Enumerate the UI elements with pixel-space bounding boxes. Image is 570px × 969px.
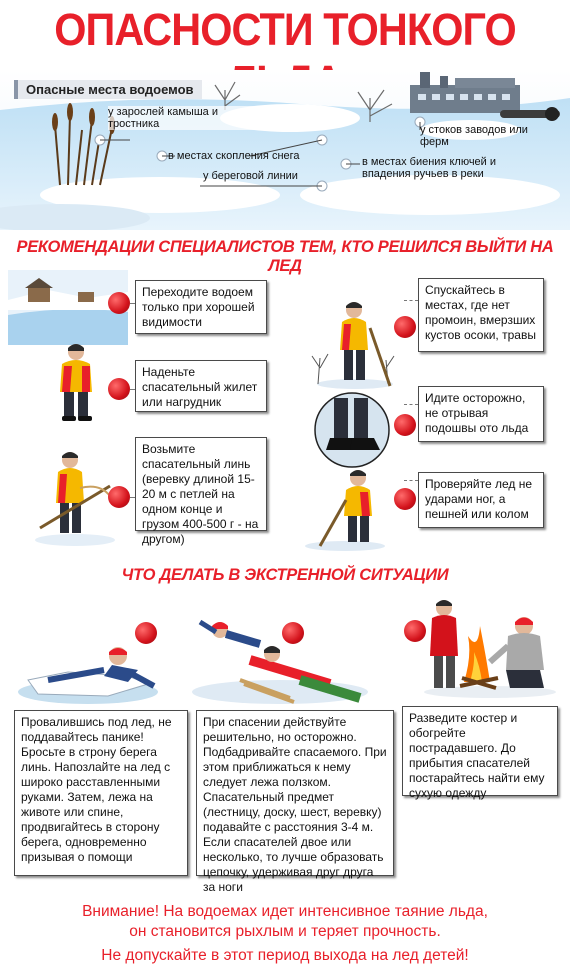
campfire-illustration (420, 596, 560, 700)
connector (404, 404, 418, 405)
emergency-marker (135, 622, 157, 644)
emergency-marker (404, 620, 426, 642)
person-rope-illustration (30, 448, 120, 548)
warning-line-3: Не допускайте в этот период выхода на лед детей! (101, 947, 469, 964)
recommendations-heading: РЕКОМЕНДАЦИИ СПЕЦИАЛИСТОВ ТЕМ, КТО РЕШИЛСЯ ВЫЙТИ НА ЛЕД (16, 238, 554, 275)
recommendation-box: Проверяйте лед не ударами ног, а пешней или колом (418, 472, 544, 528)
emergency-step-box: Провалившись под лед, не поддавайтесь панике! Бросьте в строну берега линь. Напозлайте на лед с широко расставленными руками. Затем, лежа на животе или спине, продвигайтесь в сторону берега, одновременно призывая о помощи (14, 710, 188, 876)
place-factory-runoff: у стоков заводов или ферм (420, 124, 528, 148)
emergency-marker (282, 622, 304, 644)
page-title: ОПАСНОСТИ ТОНКОГО (54, 4, 516, 55)
recommendation-marker (108, 486, 130, 508)
person-vest-illustration (50, 342, 106, 422)
hero-label: Опасные места водоемов (14, 80, 202, 99)
connector (404, 300, 418, 301)
recommendation-marker (108, 378, 130, 400)
recommendation-marker (108, 292, 130, 314)
recommendation-box: Идите осторожно, не отрывая подошвы ото льда (418, 386, 544, 442)
place-snow: в местах скопления снега (168, 150, 300, 162)
connector (404, 480, 418, 481)
emergency-step-box: При спасении действуйте решительно, но осторожно. Подбадривайте спасаемого. При этом приближаться к нему следует лежа ползком. Спасательный предмет (лестницу, доску, шест, веревку) подавайте с расстояния 3-4 м. Если спасателей двое или несколько, то лучше образовать цепочку, удерживая друг друга за ноги (196, 710, 394, 876)
emergency-step-box: Разведите костер и обогрейте пострадавшего. До прибытия спасателей постарайтесь найти ему сухую одежду (402, 706, 558, 796)
warning-line-2: он становится рыхлым и теряет прочность. (129, 923, 441, 940)
recommendation-box: Переходите водоем только при хорошей видимости (135, 280, 267, 334)
recommendation-marker (394, 316, 416, 338)
recommendation-box: Спускайтесь в местах, где нет промоин, вмерзших кустов осоки, травы (418, 278, 544, 352)
warning-line-1: Внимание! На водоемах идет интенсивное таяние льда, (82, 903, 488, 920)
rescue-chain-illustration (180, 600, 370, 708)
person-checking-ice-illustration (300, 466, 390, 552)
recommendation-box: Наденьте спасательный жилет или нагрудник (135, 360, 267, 412)
recommendation-marker (394, 414, 416, 436)
recommendation-box: Возьмите спасательный линь (веревку длиной 15-20 м с петлей на одном конце и грузом 400-500 г - на другом) (135, 437, 267, 531)
place-reeds: у зарослей камыша и тростника (108, 106, 258, 130)
emergency-heading: ЧТО ДЕЛАТЬ В ЭКСТРЕННОЙ СИТУАЦИИ (121, 566, 449, 584)
person-descending-illustration (310, 298, 396, 390)
recommendation-marker (394, 488, 416, 510)
boots-closeup-illustration (314, 392, 390, 468)
place-shore: у береговой линии (203, 170, 298, 182)
place-springs: в местах биения ключей и впадения ручьев в реки (362, 156, 497, 180)
